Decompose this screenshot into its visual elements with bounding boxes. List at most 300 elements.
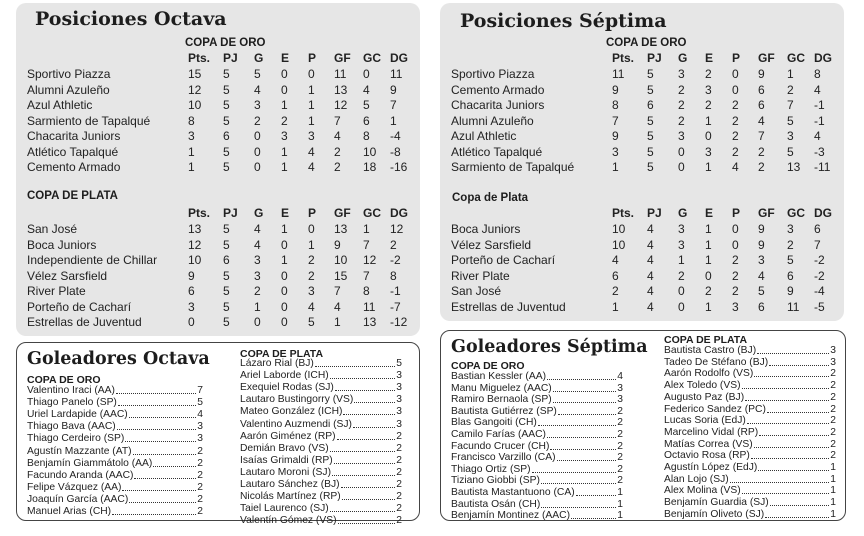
- scorer-goals: 4: [197, 409, 203, 421]
- stat-dg: 1: [390, 113, 397, 128]
- scorer-row: [451, 475, 623, 487]
- scorer-name: Lautaro Moroni (SJ): [240, 466, 331, 478]
- column-header-p: P: [308, 51, 317, 65]
- team-name: Sportivo Piazza: [27, 67, 111, 81]
- stat-pj: 4: [647, 237, 654, 252]
- stat-p: 0: [308, 67, 315, 81]
- table-row: [440, 299, 840, 315]
- scorer-name: Valentino Iraci (AA): [27, 385, 115, 396]
- column-header-e: E: [705, 51, 714, 65]
- stat-p: 3: [308, 284, 315, 298]
- stat-gc: 9: [787, 284, 794, 298]
- dot-leader: [334, 463, 396, 464]
- stat-e: 1: [705, 222, 712, 236]
- stat-dg: 12: [390, 222, 404, 236]
- scorer-row: [240, 503, 402, 515]
- table-row: [16, 299, 416, 315]
- stat-pts: 10: [612, 222, 626, 236]
- team-name: Estrellas de Juventud: [27, 315, 142, 329]
- stat-gc: 7: [363, 237, 370, 252]
- stat-gf: 13: [334, 82, 348, 97]
- stat-g: 3: [678, 222, 685, 236]
- scorer-name: Taiel Laurenco (SJ): [240, 503, 329, 515]
- stat-g: 3: [678, 129, 685, 143]
- scorer-goals: 1: [830, 508, 836, 520]
- stat-gc: 1: [787, 67, 794, 81]
- table-row: [16, 113, 416, 129]
- stat-e: 1: [281, 253, 288, 267]
- scorer-goals: 3: [396, 394, 402, 406]
- team-name: Boca Juniors: [451, 222, 521, 236]
- dot-leader: [341, 487, 396, 488]
- scorer-goals: 3: [396, 370, 402, 382]
- stat-pts: 3: [188, 129, 195, 143]
- dot-leader: [129, 502, 196, 503]
- scorer-row: [664, 392, 836, 404]
- team-name: Chacarita Juniors: [27, 129, 121, 143]
- dot-leader: [557, 460, 617, 461]
- stat-e: 3: [705, 82, 712, 97]
- stat-g: 2: [254, 284, 261, 298]
- scorer-goals: 2: [617, 475, 623, 487]
- stat-pj: 4: [647, 268, 654, 283]
- column-header-dg: DG: [814, 51, 832, 65]
- stat-dg: 2: [390, 237, 397, 252]
- stat-pts: 1: [612, 160, 619, 174]
- dot-leader: [767, 412, 829, 413]
- scorer-row: [451, 429, 623, 441]
- scorer-name: Agustín López (EdJ): [664, 462, 758, 473]
- scorer-name: Nicolás Martínez (RP): [240, 491, 341, 503]
- scorer-row: [664, 485, 836, 497]
- dot-leader: [332, 475, 395, 476]
- scorer-row: [664, 404, 836, 416]
- stat-e: 2: [281, 113, 288, 128]
- team-name: Cemento Armado: [27, 160, 121, 174]
- team-name: San José: [451, 284, 502, 298]
- scorer-name: Benjamín Guardia (SJ): [664, 497, 769, 509]
- scorer-row: [240, 491, 402, 503]
- stat-e: 1: [705, 299, 712, 314]
- scorer-row: [664, 497, 836, 509]
- column-header-e: E: [705, 206, 714, 220]
- dot-leader: [354, 402, 395, 403]
- stat-pj: 5: [223, 98, 230, 112]
- dot-leader: [547, 437, 616, 438]
- table-row: [16, 221, 416, 237]
- stat-pts: 9: [612, 129, 619, 143]
- dot-leader: [133, 454, 197, 455]
- column-header-pts: Pts.: [612, 206, 635, 220]
- scorer-goals: 2: [617, 417, 623, 429]
- scorer-goals: 1: [617, 487, 623, 498]
- stat-g: 2: [678, 113, 685, 128]
- dot-leader: [330, 511, 396, 512]
- column-header-e: E: [281, 206, 290, 220]
- scorer-name: Marcelino Vidal (RP): [664, 426, 759, 438]
- team-name: River Plate: [27, 284, 86, 298]
- stat-gc: 8: [363, 129, 370, 143]
- scorer-row: [664, 427, 836, 439]
- stat-pj: 5: [223, 113, 230, 128]
- team-name: Azul Athletic: [451, 129, 517, 143]
- stat-e: 1: [705, 113, 712, 128]
- scorer-goals: 2: [197, 457, 203, 469]
- scorer-row: [664, 439, 836, 451]
- stat-dg: 4: [814, 82, 821, 97]
- stat-gc: 3: [787, 129, 794, 143]
- stat-dg: -7: [390, 299, 401, 314]
- stat-p: 0: [732, 222, 739, 236]
- table-row: [440, 66, 840, 82]
- stat-gc: 1: [363, 222, 370, 236]
- stat-p: 4: [308, 299, 315, 314]
- copa-de-plata-heading: COPA DE PLATA: [27, 190, 118, 202]
- scorer-name: Benjamín Giammátolo (AA): [27, 457, 153, 469]
- team-name: Sportivo Piazza: [451, 67, 535, 81]
- table-row: [440, 283, 840, 299]
- dot-leader: [532, 472, 617, 473]
- dot-leader: [116, 393, 196, 394]
- stat-gf: 4: [334, 129, 341, 143]
- scorer-row: [240, 431, 402, 443]
- table-row: [16, 268, 416, 284]
- stat-e: 2: [705, 98, 712, 112]
- stat-pts: 9: [188, 268, 195, 283]
- stat-dg: -2: [814, 268, 825, 283]
- scorer-row: [27, 397, 203, 409]
- stat-pts: 4: [612, 253, 619, 267]
- scorer-name: Facundo Aranda (AAC): [27, 469, 134, 481]
- dot-leader: [541, 483, 616, 484]
- copa-de-plata-heading: Copa de Plata: [452, 192, 529, 204]
- scorer-goals: 3: [617, 394, 623, 406]
- stat-g: 3: [678, 67, 685, 81]
- scorer-name: Thiago Ortiz (SP): [451, 463, 531, 475]
- team-name: Independiente de Chillar: [27, 253, 158, 267]
- dot-leader: [338, 523, 396, 524]
- scorer-row: [240, 479, 402, 491]
- scorer-goals: 2: [197, 469, 203, 481]
- scorer-name: Lucas Soria (EdJ): [664, 415, 746, 427]
- scorer-name: Isaías Grimaldi (RP): [240, 454, 333, 466]
- scorer-name: Tadeo De Stéfano (BJ): [664, 356, 769, 368]
- scorer-name: Bautista Osán (CH): [451, 498, 541, 510]
- stat-g: 2: [678, 98, 685, 112]
- dot-leader: [742, 388, 830, 389]
- scorer-name: Thiago Cerdeiro (SP): [27, 433, 125, 445]
- scorer-row: [664, 380, 836, 392]
- stat-gf: 7: [334, 284, 341, 298]
- scorer-goals: 2: [396, 430, 402, 442]
- scorer-row: [27, 470, 203, 482]
- stat-g: 3: [254, 98, 261, 112]
- table-row: [440, 128, 840, 144]
- scorer-goals: 5: [197, 397, 203, 409]
- table-row: [16, 144, 416, 160]
- stat-gc: 8: [363, 284, 370, 298]
- scorer-name: Thiago Bava (AAC): [27, 421, 116, 433]
- column-header-dg: DG: [390, 51, 408, 65]
- table-header-row: [440, 205, 840, 221]
- column-header-g: G: [678, 206, 688, 220]
- stat-g: 4: [254, 222, 261, 236]
- stat-dg: -11: [814, 160, 831, 174]
- column-header-pj: PJ: [223, 51, 238, 65]
- copa-de-oro-heading: COPA DE ORO: [185, 37, 266, 49]
- scorer-goals: 2: [396, 515, 402, 527]
- stat-gf: 9: [758, 67, 765, 81]
- scorer-row: [240, 515, 402, 527]
- scorer-goals: 2: [617, 463, 623, 475]
- dot-leader: [153, 466, 196, 467]
- dot-leader: [730, 482, 830, 483]
- stat-pts: 7: [612, 113, 619, 128]
- stat-e: 0: [281, 268, 288, 283]
- column-header-gf: GF: [758, 206, 775, 220]
- table-row: [440, 237, 840, 253]
- column-header-pts: Pts.: [188, 51, 211, 65]
- stat-gf: 7: [334, 113, 341, 128]
- scorer-goals: 2: [197, 493, 203, 505]
- stat-p: 4: [308, 144, 315, 159]
- stat-pj: 5: [223, 82, 230, 97]
- scorer-goals: 2: [830, 450, 836, 462]
- stat-gc: 12: [363, 253, 377, 267]
- stat-gc: 0: [363, 67, 370, 81]
- dot-leader: [541, 507, 616, 508]
- stat-pj: 6: [647, 98, 654, 112]
- stat-gf: 2: [758, 144, 765, 159]
- stat-gc: 2: [787, 82, 794, 97]
- stat-gc: 13: [363, 315, 377, 329]
- stat-gf: 2: [334, 160, 341, 174]
- stat-gf: 13: [334, 222, 348, 236]
- dot-leader: [576, 495, 617, 496]
- scorer-name: Bautista Gutiérrez (SP): [451, 405, 557, 417]
- stat-p: 2: [732, 268, 739, 283]
- stat-g: 2: [678, 82, 685, 97]
- scorer-name: Joaquín García (AAC): [27, 493, 129, 505]
- table-row: [440, 97, 840, 113]
- dot-leader: [342, 499, 396, 500]
- team-name: Vélez Sarsfield: [451, 237, 532, 252]
- scorer-row: [451, 406, 623, 418]
- dot-leader: [747, 423, 829, 424]
- scorer-name: Tiziano Giobbi (SP): [451, 475, 540, 487]
- standings-octava-panel: [16, 3, 420, 336]
- stat-gc: 6: [787, 268, 794, 283]
- stat-g: 0: [254, 144, 261, 159]
- stat-p: 2: [732, 253, 739, 267]
- stat-pj: 5: [647, 129, 654, 143]
- stat-pts: 2: [612, 284, 619, 298]
- stat-p: 1: [308, 98, 315, 112]
- scorer-name: Lautaro Bustingorry (VS): [240, 394, 354, 406]
- dot-leader: [751, 458, 829, 459]
- dot-leader: [745, 400, 829, 401]
- column-header-pj: PJ: [223, 206, 238, 220]
- stat-p: 2: [732, 284, 739, 298]
- dot-leader: [117, 429, 197, 430]
- scorer-name: Alex Toledo (VS): [664, 380, 741, 392]
- scorer-goals: 2: [830, 391, 836, 403]
- stat-pj: 5: [647, 160, 654, 174]
- stat-gf: 9: [758, 222, 765, 236]
- column-header-e: E: [281, 51, 290, 65]
- scorer-name: Lázaro Rial (BJ): [240, 358, 314, 369]
- team-name: Cemento Armado: [451, 82, 545, 97]
- stat-pts: 8: [612, 98, 619, 112]
- table-row: [440, 221, 840, 237]
- scorer-name: Mateo González (ICH): [240, 406, 343, 418]
- scorer-goals: 2: [197, 481, 203, 493]
- scorer-row: [451, 441, 623, 453]
- table-row: [16, 66, 416, 82]
- scorer-goals: 1: [617, 510, 623, 522]
- scorer-row: [27, 458, 203, 470]
- stat-g: 5: [254, 67, 261, 81]
- stat-gc: 5: [787, 113, 794, 128]
- scorers-copa-de-plata-heading: COPA DE PLATA: [664, 334, 748, 346]
- dot-leader: [553, 402, 617, 403]
- stat-e: 1: [705, 237, 712, 252]
- stat-e: 0: [281, 315, 288, 329]
- stat-gf: 4: [758, 113, 765, 128]
- stat-g: 1: [678, 253, 685, 267]
- dot-leader: [337, 439, 396, 440]
- stat-pj: 5: [223, 315, 230, 329]
- column-header-dg: DG: [390, 206, 408, 220]
- table-row: [440, 252, 840, 268]
- scorer-goals: 3: [396, 382, 402, 394]
- column-header-g: G: [254, 51, 264, 65]
- scorer-name: Ariel Laborde (ICH): [240, 370, 329, 382]
- scorers-octava-title: Goleadores Octava: [27, 349, 210, 369]
- stat-dg: 8: [390, 268, 397, 283]
- team-name: San José: [27, 222, 78, 236]
- stat-dg: 6: [814, 222, 821, 236]
- dot-leader: [553, 391, 617, 392]
- scorer-name: Valentín Gómez (VS): [240, 515, 337, 527]
- dot-leader: [118, 405, 196, 406]
- scorer-name: Francisco Varzillo (CA): [451, 452, 556, 464]
- stat-p: 0: [732, 67, 739, 81]
- scorer-name: Aarón Giménez (RP): [240, 430, 336, 442]
- stat-p: 1: [308, 82, 315, 97]
- column-header-p: P: [732, 206, 741, 220]
- stat-g: 3: [678, 237, 685, 252]
- stat-gf: 1: [334, 315, 341, 329]
- stat-pts: 9: [612, 82, 619, 97]
- scorer-name: Benjamín Montinez (AAC): [451, 510, 571, 522]
- standings-septima-panel: [440, 3, 844, 321]
- scorer-row: [451, 487, 623, 499]
- scorer-row: [664, 415, 836, 427]
- stat-pj: 5: [647, 67, 654, 81]
- dot-leader: [112, 514, 196, 515]
- stat-dg: -5: [814, 299, 825, 314]
- scorer-goals: 2: [617, 440, 623, 452]
- scorer-goals: 2: [396, 442, 402, 454]
- stat-dg: -3: [814, 144, 825, 159]
- scorer-row: [451, 371, 623, 383]
- dot-leader: [742, 493, 830, 494]
- dot-leader: [770, 505, 830, 506]
- stat-gf: 6: [758, 299, 765, 314]
- scorer-name: Bautista Castro (BJ): [664, 345, 757, 356]
- stat-pts: 6: [188, 284, 195, 298]
- stat-pts: 12: [188, 82, 202, 97]
- stat-pts: 8: [188, 113, 195, 128]
- stat-dg: -12: [390, 315, 408, 329]
- dot-leader: [758, 470, 829, 471]
- stat-gc: 11: [787, 299, 800, 314]
- stat-g: 4: [254, 237, 261, 252]
- stat-p: 0: [732, 237, 739, 252]
- column-header-dg: DG: [814, 206, 832, 220]
- stat-gf: 15: [334, 268, 348, 283]
- scorer-goals: 2: [197, 445, 203, 457]
- stat-e: 1: [281, 160, 288, 174]
- stat-gf: 4: [334, 299, 341, 314]
- column-header-pj: PJ: [647, 206, 662, 220]
- stat-dg: -1: [814, 98, 825, 112]
- scorer-goals: 2: [830, 415, 836, 427]
- scorer-goals: 3: [830, 356, 836, 368]
- scorer-name: Agustín Mazzante (AT): [27, 445, 132, 457]
- stat-g: 3: [254, 268, 261, 283]
- dot-leader: [571, 518, 616, 519]
- scorer-goals: 2: [617, 452, 623, 464]
- scorer-row: [451, 452, 623, 464]
- stat-pj: 5: [647, 144, 654, 159]
- scorer-goals: 3: [396, 406, 402, 418]
- stat-gf: 9: [758, 237, 765, 252]
- dot-leader: [550, 449, 616, 450]
- dot-leader: [757, 353, 829, 354]
- column-header-gf: GF: [758, 51, 775, 65]
- stat-dg: 7: [814, 237, 821, 252]
- stat-e: 0: [705, 129, 712, 143]
- stat-pts: 12: [188, 237, 202, 252]
- scorers-copa-de-plata-heading: COPA DE PLATA: [240, 348, 324, 360]
- stat-p: 0: [732, 82, 739, 97]
- team-name: Atlético Tapalqué: [451, 144, 543, 159]
- stat-dg: 7: [390, 98, 397, 112]
- dot-leader: [125, 441, 196, 442]
- stat-p: 3: [732, 299, 739, 314]
- table-row: [16, 314, 416, 330]
- scorer-row: [240, 419, 402, 431]
- scorer-row: [240, 443, 402, 455]
- scorer-name: Bastian Kessler (AA): [451, 371, 546, 382]
- table-row: [16, 283, 416, 299]
- scorer-goals: 1: [830, 485, 836, 497]
- scorer-name: Demián Bravo (VS): [240, 442, 329, 454]
- stat-p: 2: [732, 129, 739, 143]
- stat-e: 0: [281, 67, 288, 81]
- dot-leader: [769, 365, 829, 366]
- stat-e: 1: [281, 144, 288, 159]
- stat-pts: 10: [188, 253, 202, 267]
- stat-gc: 5: [787, 144, 794, 159]
- stat-dg: -2: [814, 253, 825, 267]
- stat-g: 0: [678, 299, 685, 314]
- scorer-row: [451, 510, 623, 522]
- scorer-name: Benjamín Oliveto (SJ): [664, 508, 765, 520]
- dot-leader: [558, 414, 616, 415]
